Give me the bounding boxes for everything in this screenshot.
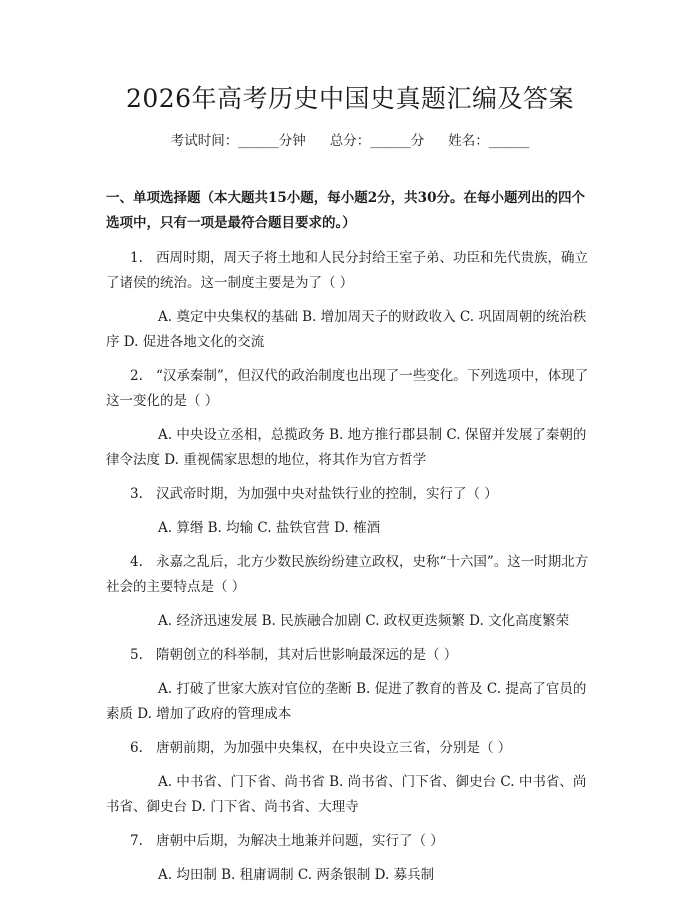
name-label: 姓名： bbox=[448, 133, 489, 149]
question-stem bbox=[106, 829, 598, 854]
time-unit: 分钟 bbox=[278, 133, 306, 149]
question-stem bbox=[106, 246, 598, 296]
question-6 bbox=[106, 736, 598, 820]
question-number: 4. bbox=[130, 554, 143, 570]
question-stem bbox=[106, 364, 598, 414]
score-label: 总分： bbox=[329, 133, 371, 149]
question-text: 永嘉之乱后，北方少数民族纷纷建立政权，史称“十六国”。这一时期北方社会的主要特点是（ ） bbox=[106, 554, 589, 595]
question-3 bbox=[106, 482, 598, 541]
question-5 bbox=[106, 643, 598, 727]
question-number: 7. bbox=[130, 833, 143, 849]
time-blank: ______ bbox=[238, 133, 279, 149]
question-number: 2. bbox=[130, 368, 143, 384]
question-4 bbox=[106, 550, 598, 634]
question-stem bbox=[106, 550, 598, 600]
page-title: 2026年高考历史中国史真题汇编及答案 bbox=[125, 84, 575, 113]
question-options: A. 算缗 B. 均输 C. 盐铁官营 D. 榷酒 bbox=[158, 520, 381, 536]
exam-meta-line bbox=[0, 130, 700, 152]
question-number: 1. bbox=[130, 250, 143, 266]
question-number: 5. bbox=[130, 647, 143, 663]
name-blank: ______ bbox=[488, 133, 530, 149]
question-number: 6. bbox=[130, 740, 143, 756]
question-options: A. 中央设立丞相，总揽政务 B. 地方推行郡县制 C. 保留并发展了秦朝的律令法度 D. 重视儒家思想的地位，将其作为官方哲学 bbox=[106, 427, 587, 468]
question-1 bbox=[106, 246, 598, 355]
section-heading: 一、单项选择题（本大题共15小题，每小题2分，共30分。在每小题列出的四个选项中，只有一项是最符合题目要求的。） bbox=[106, 190, 585, 231]
question-text: 唐朝中后期，为解决土地兼并问题，实行了（ ） bbox=[156, 833, 444, 849]
question-options: A. 经济迅速发展 B. 民族融合加剧 C. 政权更迭频繁 D. 文化高度繁荣 bbox=[158, 613, 570, 629]
question-options: A. 中书省、门下省、尚书省 B. 尚书省、门下省、御史台 C. 中书省、尚书省、御史台 D. 门下省、尚书省、大理寺 bbox=[106, 774, 587, 815]
time-label: 考试时间： bbox=[170, 133, 239, 149]
question-options: A. 打破了世家大族对官位的垄断 B. 促进了教育的普及 C. 提高了官员的素质 D. 增加了政府的管理成本 bbox=[106, 681, 587, 722]
question-2 bbox=[106, 364, 598, 473]
exam-content bbox=[106, 186, 598, 897]
question-text: 隋朝创立的科举制，其对后世影响最深远的是（ ） bbox=[156, 647, 458, 663]
question-options: A. 均田制 B. 租庸调制 C. 两条银制 D. 募兵制 bbox=[158, 867, 435, 883]
question-stem bbox=[106, 736, 598, 761]
question-text: “汉承秦制”，但汉代的政治制度也出现了一些变化。下列选项中，体现了这一变化的是（ ） bbox=[106, 368, 589, 409]
question-stem bbox=[106, 482, 598, 507]
question-7 bbox=[106, 829, 598, 888]
question-text: 唐朝前期，为加强中央集权，在中央设立三省，分别是（ ） bbox=[156, 740, 512, 756]
score-blank: ______ bbox=[370, 133, 411, 149]
score-unit: 分 bbox=[410, 133, 425, 149]
question-stem bbox=[106, 643, 598, 668]
question-text: 汉武帝时期，为加强中央对盐铁行业的控制，实行了（ ） bbox=[156, 486, 498, 502]
question-text: 西周时期，周天子将土地和人民分封给王室子弟、功臣和先代贵族，确立了诸侯的统治。这一制度主要是为了（ ） bbox=[106, 250, 588, 291]
question-options: A. 奠定中央集权的基础 B. 增加周天子的财政收入 C. 巩固周朝的统治秩序 D. 促进各地文化的交流 bbox=[106, 309, 587, 350]
question-number: 3. bbox=[130, 486, 143, 502]
